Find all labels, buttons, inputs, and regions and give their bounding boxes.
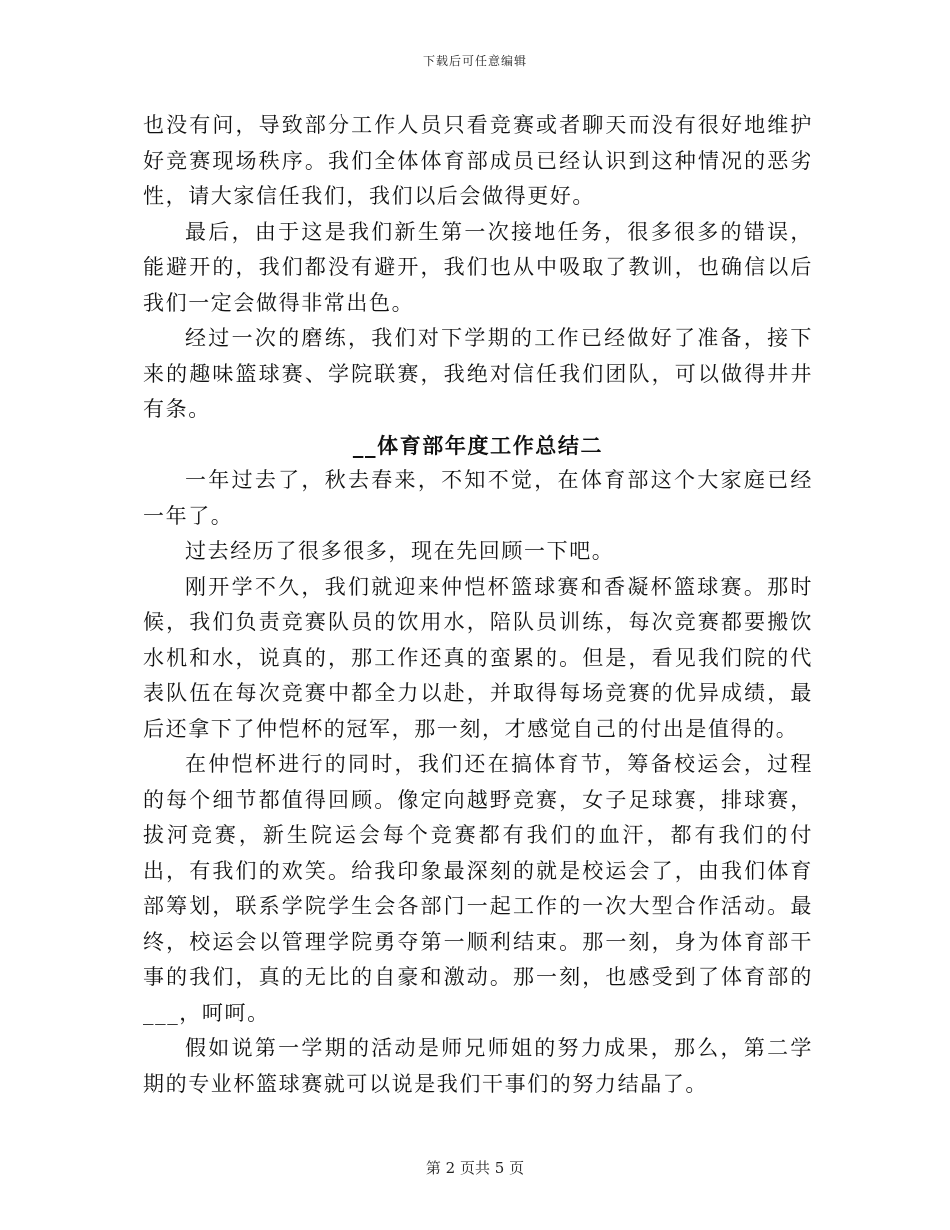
paragraph-1: 也没有问，导致部分工作人员只看竞赛或者聊天而没有很好地维护好竞赛现场秩序。我们全体体育部成员已经认识到这种情况的恶劣性，请大家信任我们，我们以后会做得更好。 bbox=[143, 113, 813, 208]
paragraph-8: 假如说第一学期的活动是师兄师姐的努力成果，那么，第二学期的专业杯篮球赛就可以说是我们干事们的努力结晶了。 bbox=[143, 1036, 813, 1096]
document-body bbox=[143, 108, 813, 1102]
paragraph-3: 经过一次的磨练，我们对下学期的工作已经做好了准备，接下来的趣味篮球赛、学院联赛，我绝对信任我们团队，可以做得井井有条。 bbox=[143, 326, 813, 421]
section-heading: __体育部年度工作总结二 bbox=[352, 432, 604, 458]
paragraph-5: 过去经历了很多很多，现在先回顾一下吧。 bbox=[185, 539, 615, 563]
paragraph-4: 一年过去了，秋去春来，不知不觉，在体育部这个大家庭已经一年了。 bbox=[143, 468, 813, 528]
page-footer: 第 2 页共 5 页 bbox=[425, 1159, 525, 1177]
page-header: 下载后可任意编辑 bbox=[422, 54, 527, 68]
paragraph-7: 在仲恺杯进行的同时，我们还在搞体育节，筹备校运会，过程的每个细节都值得回顾。像定向越野竞赛，女子足球赛，排球赛，拔河竞赛，新生院运会每个竞赛都有我们的血汗，都有我们的付出，有我们的欢笑。给我印象最深刻的就是校运会了，由我们体育部筹划，联系学院学生会各部门一起工作的一次大型合作活动。最终，校运会以管理学院勇夺第一顺利结束。那一刻，身为体育部干事的我们，真的无比的自豪和激动。那一刻，也感受到了体育部的___，呵呵。 bbox=[143, 752, 813, 1025]
paragraph-2: 最后，由于这是我们新生第一次接地任务，很多很多的错误，能避开的，我们都没有避开，我们也从中吸取了教训，也确信以后我们一定会做得非常出色。 bbox=[143, 219, 813, 315]
paragraph-6: 刚开学不久，我们就迎来仲恺杯篮球赛和香凝杯篮球赛。那时候，我们负责竞赛队员的饮用水，陪队员训练，每次竞赛都要搬饮水机和水，说真的，那工作还真的蛮累的。但是，看见我们院的代表队伍在每次竞赛中都全力以赴，并取得每场竞赛的优异成绩，最后还拿下了仲恺杯的冠军，那一刻，才感觉自己的付出是值得的。 bbox=[143, 574, 813, 741]
